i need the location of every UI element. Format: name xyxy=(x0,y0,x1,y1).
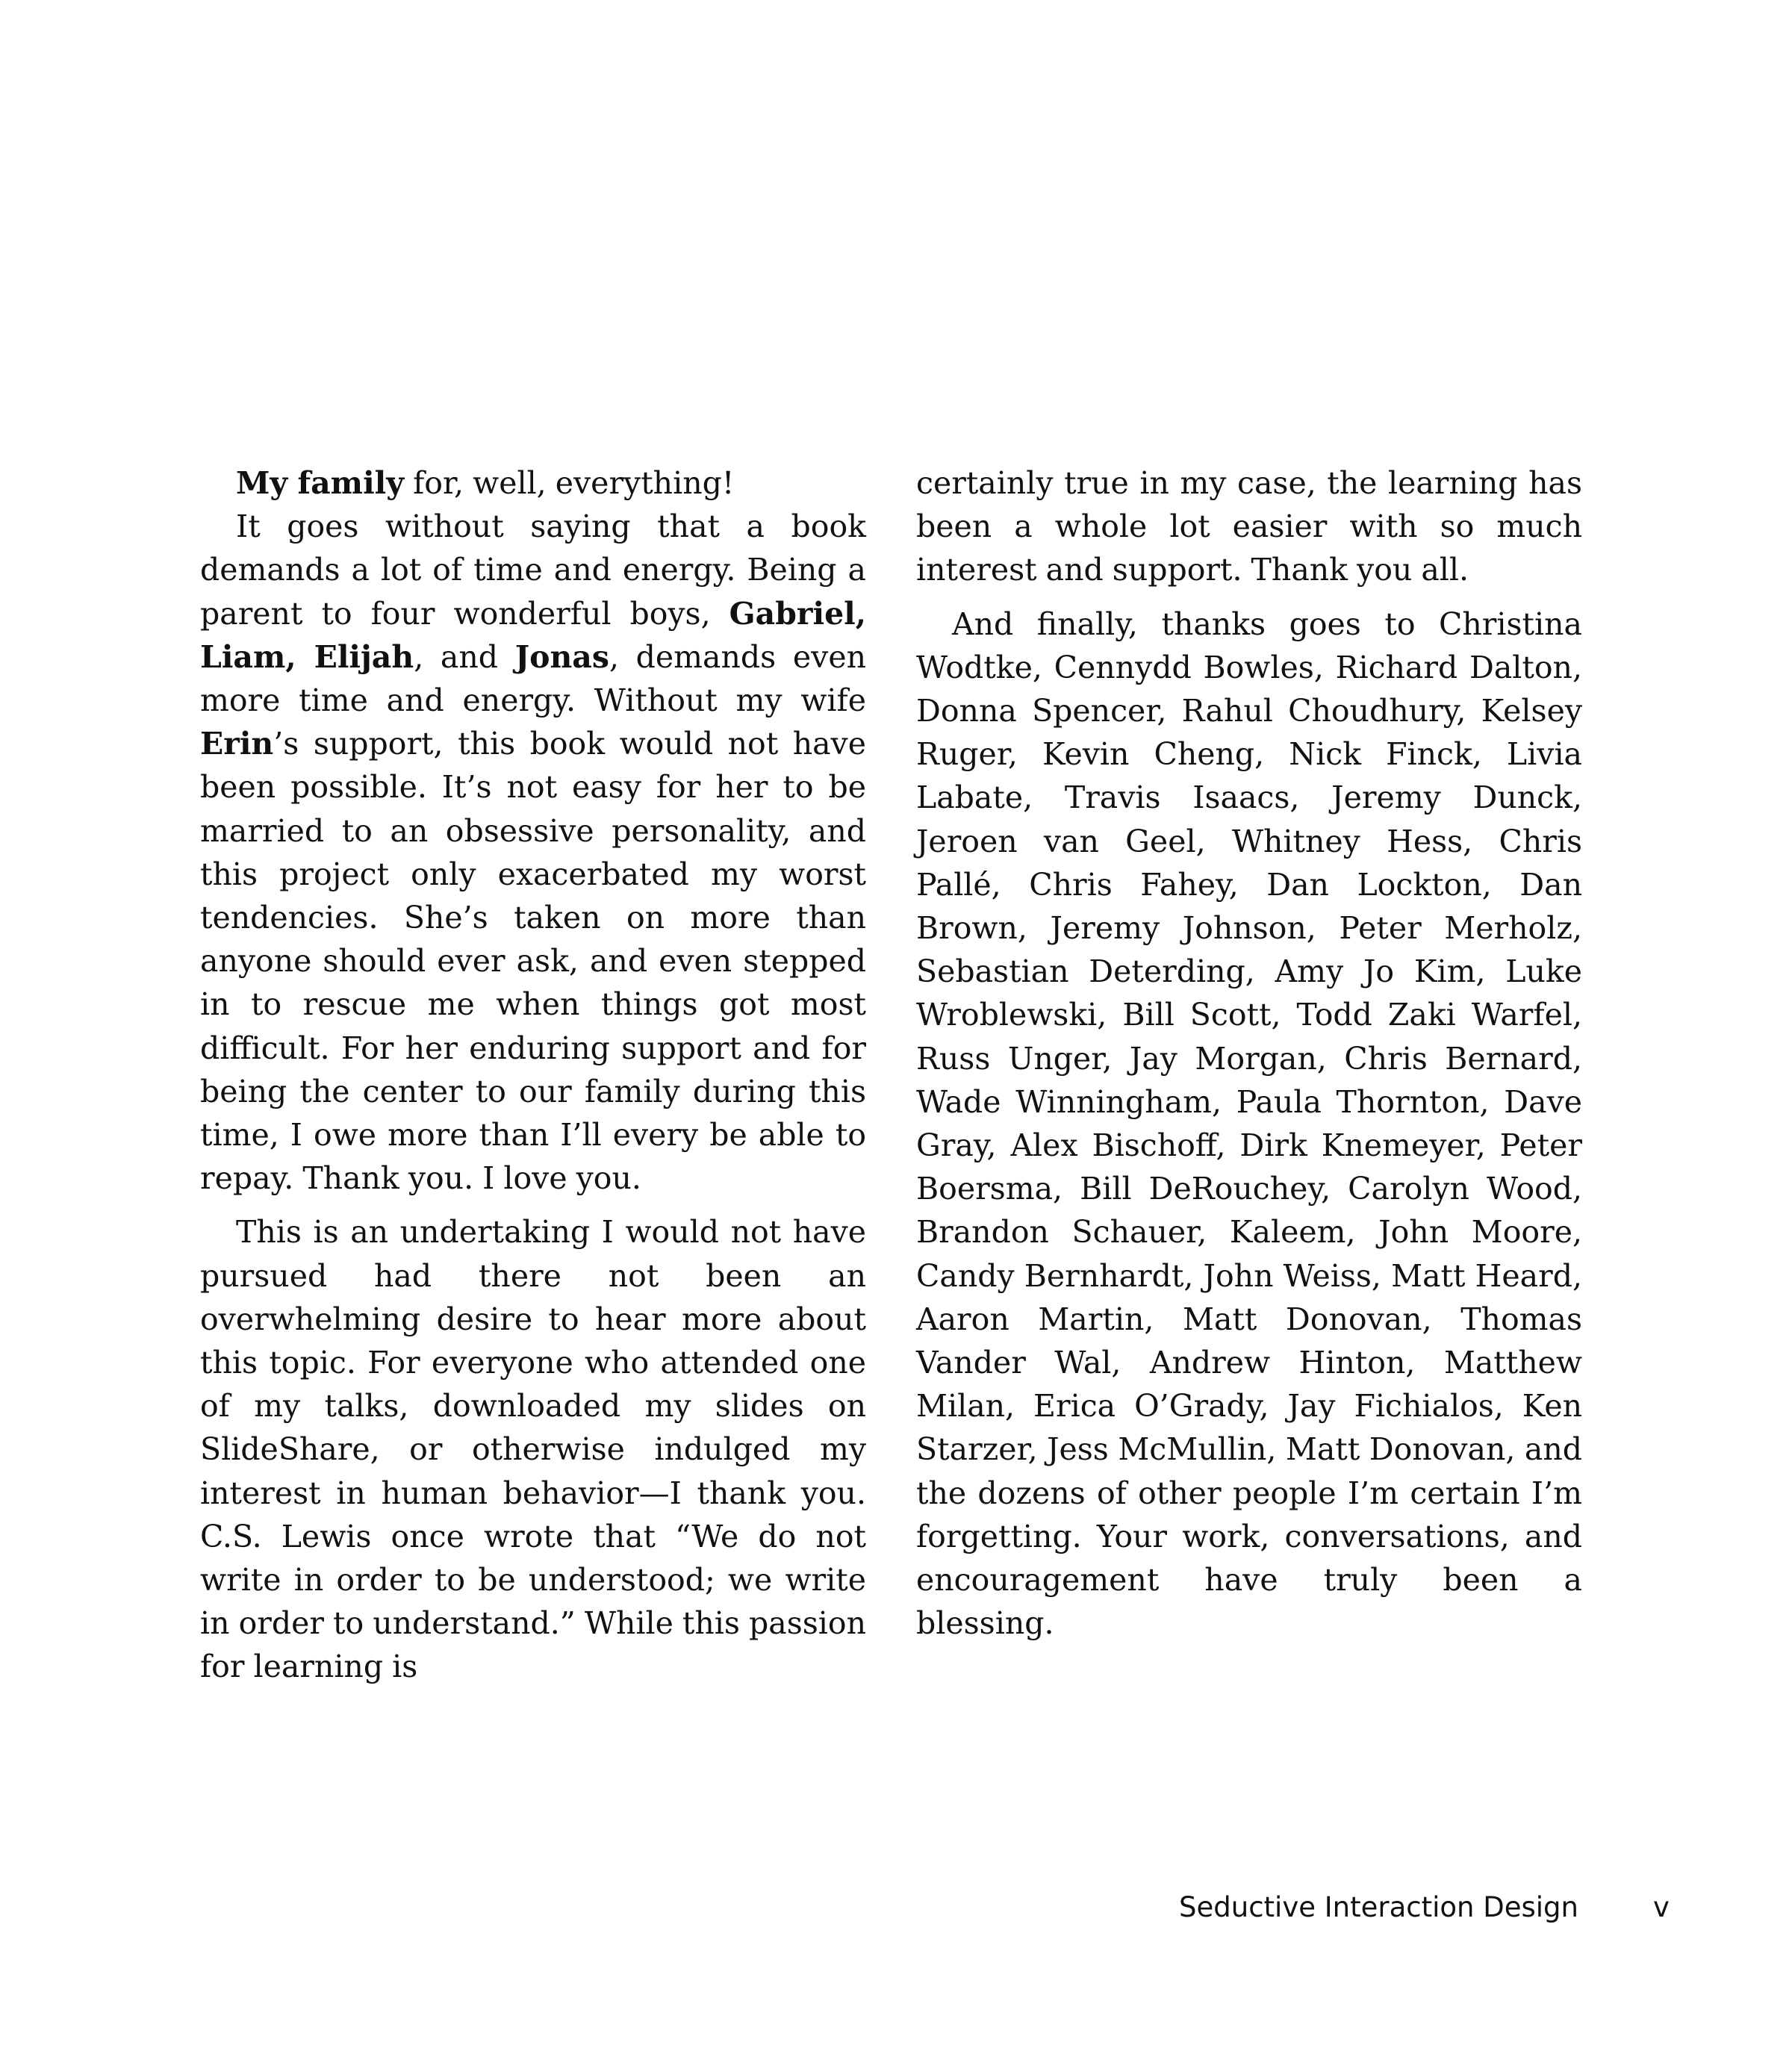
bold-jonas: Jonas xyxy=(514,638,609,675)
right-column xyxy=(916,461,1582,1645)
bold-my-family: My family xyxy=(236,465,405,501)
running-footer-title: Seductive Interaction Design xyxy=(1179,1891,1578,1923)
paragraph-text: for, well, everything! xyxy=(404,465,735,501)
page-number: v xyxy=(1653,1891,1670,1923)
paragraph-text: , demands even more time and energy. Without my wife xyxy=(200,638,866,719)
paragraph-family-support xyxy=(200,505,866,1200)
paragraph-continued: certainly true in my case, the learning has been a whole lot easier with so much interest and support. Thank you all. xyxy=(916,465,1582,588)
paragraph-my-family xyxy=(200,461,866,505)
left-column xyxy=(200,461,866,1689)
paragraph-thanks-list: And finally, thanks goes to Christina Wodtke, Cennydd Bowles, Richard Dalton, Donna Spencer, Rahul Choudhury, Kelsey Ruger, Kevin Cheng, Nick Finck, Livia Labate, Travis Isaacs, Jeremy Dunck, Jeroen van Geel, Whitney Hess, Chris Pallé, Chris Fahey, Dan Lockton, Dan Brown, Jeremy Johnson, Peter Merholz, Sebastian Deterding, Amy Jo Kim, Luke Wroblewski, Bill Scott, Todd Zaki Warfel, Russ Unger, Jay Morgan, Chris Bernard, Wade Winningham, Paula Thornton, Dave Gray, Alex Bischoff, Dirk Knemeyer, Peter Boersma, Bill DeRouchey, Carolyn Wood, Brandon Schauer, Kaleem, John Moore, Candy Bernhardt, John Weiss, Matt Heard, Aaron Martin, Matt Donovan, Thomas Vander Wal, Andrew Hinton, Matthew Milan, Erica O’Grady, Jay Fichialos, Ken Starzer, Jess McMullin, Matt Donovan, and the dozens of other people I’m certain I’m forgetting. Your work, conversations, and encouragement have truly been a blessing. xyxy=(916,606,1582,1642)
paragraph-text: It goes without saying that a book demands a lot of time and energy. Being a parent to four wonderful boys, xyxy=(200,508,866,632)
bold-sons-names: Gabriel, Liam, Elijah xyxy=(200,595,866,675)
bold-erin: Erin xyxy=(200,726,274,762)
paragraph-text: ’s support, this book would not have been possible. It’s not easy for her to be married to an obsessive personality, and this project only exacerbated my worst tendencies. She’s taken on more than anyone should ever ask, and even stepped in to rescue me when things got most difficult. For her enduring support and for being the center to our family during this time, I owe more than I’ll every be able to repay. Thank you. I love you. xyxy=(200,726,866,1197)
paragraph-text: , and xyxy=(414,638,515,675)
paragraph-undertaking: This is an undertaking I would not have pursued had there not been an overwhelming desire to hear more about this topic. For everyone who attended one of my talks, downloaded my slides on SlideShare, or otherwise indulged my interest in human behavior—I thank you. C.S. Lewis once wrote that “We do not write in order to be understood; we write in order to understand.” While this passion for learning is xyxy=(200,1214,866,1685)
